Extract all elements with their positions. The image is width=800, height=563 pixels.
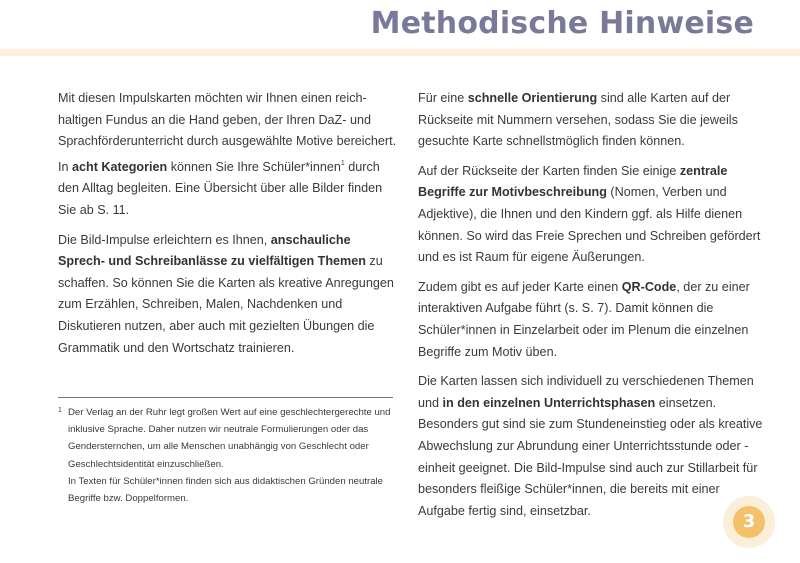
text: , der zu einer interaktiven Aufgabe führt (s. S. 7). Damit können die Schüler*innen in Einzelarbeit oder im Plenum die einzelnen Begriffe zum Motiv üben.: [418, 279, 750, 359]
footnote-text: In Texten für Schüler*innen finden sich aus didaktischen Gründen neutrale Begriffe bzw. Doppelformen.: [68, 475, 384, 505]
text: Die Karten lassen sich individuell zu verschiedenen Themen und: [418, 374, 754, 410]
page-title: Methodische Hinweise: [370, 6, 754, 41]
bold-text: schnelle Orientierung: [467, 91, 598, 105]
text: Mit diesen Impulskarten möchten wir Ihnen einen reichhaltigen Fundus an die Hand geben, der Ihren DaZ- und Sprachförderunterricht durch ausgewählte Motive bereichert. In: [58, 91, 397, 174]
header-band: [0, 49, 800, 56]
bold-text: acht Kategorien: [72, 159, 168, 174]
text: Auf der Rückseite der Karten finden Sie einige: [418, 163, 680, 178]
footnote: [58, 404, 403, 507]
right-column: [418, 88, 768, 530]
bold-text: in den einzelnen Unterrichtsphasen: [442, 395, 656, 410]
left-column: [58, 88, 398, 367]
text: einsetzen. Besonders gut sind sie zum Stundeneinstieg oder als kreative Abwechslung zur Abrundung einer Unterrichtsstunde oder -einheit geeignet. Die Bild-Impulse sind auch zur Stillarbeit für besonders fleißige Schüler*innen, die bereits mit einer Aufgabe fertig sind, einsetzbar.: [418, 395, 763, 518]
paragraph: [418, 88, 768, 153]
text: durch den Alltag begleiten. Eine Übersicht über alle Bilder finden Sie ab S. 11.: [58, 159, 383, 217]
paragraph: [58, 88, 398, 222]
text: zu schaffen. So können Sie die Karten als kreative Anregungen zum Erzählen, Schreiben, Malen, Nachdenken und Diskutieren nutzen, aber auch mit gezielten Übungen die Grammatik und den Wortschatz trainieren.: [58, 254, 394, 355]
text: (Nomen, Verben und Adjektive), die Ihnen und den Kindern ggf. als Hilfe dienen können. So wird das Freie Sprechen und Schreiben gefördert und es ist Raum für eigene Äußerungen.: [418, 185, 761, 265]
paragraph: [418, 161, 768, 269]
text: können Sie Ihre Schüler*innen: [167, 159, 341, 174]
paragraph: [58, 230, 398, 360]
footnote-text: Der Verlag an der Ruhr legt großen Wert auf eine geschlechtergerechte und inklusive Sprache. Daher nutzen wir neutrale Formulierungen oder das Gendersternchen, um alle Menschen unabhängig von Geschlecht oder Geschlechtsidentität einzuschließen.: [68, 407, 391, 470]
text: sind alle Karten auf der Rückseite mit Nummern versehen, sodass Sie die jeweils gesuchte Karte schnellstmöglich finden können.: [418, 91, 738, 149]
bold-text: anschauliche Sprech- und Schreibanlässe zu vielfältigen Themen: [58, 232, 366, 269]
paragraph: [418, 277, 768, 363]
bold-text: QR-Code: [621, 279, 677, 294]
page-number: 3: [733, 506, 765, 538]
footnote-divider: [58, 397, 393, 398]
footnote-number: 1: [58, 407, 62, 414]
text: Zudem gibt es auf jeder Karte einen: [418, 279, 622, 294]
text: Für eine: [418, 91, 468, 105]
paragraph: [418, 371, 768, 522]
bold-text: zentrale Begriffe zur Motivbeschreibung: [418, 163, 728, 200]
text: Die Bild-Impulse erleichtern es Ihnen,: [58, 232, 271, 247]
footnote-ref: 1: [340, 159, 345, 167]
